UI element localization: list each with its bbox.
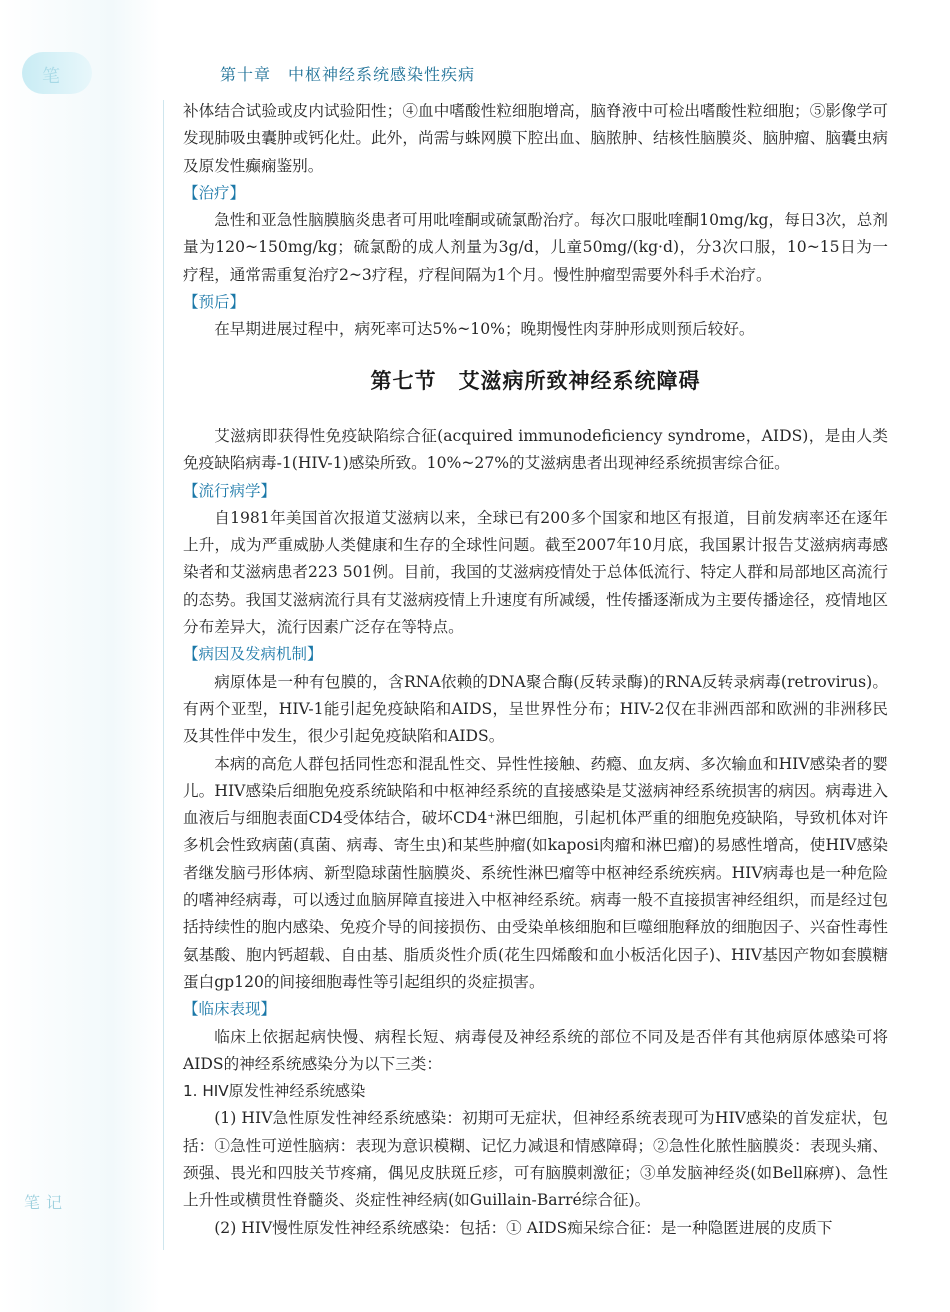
heading-prognosis: 【预后】 xyxy=(183,293,246,312)
paragraph-epidemiology: 自1981年美国首次报道艾滋病以来，全球已有200多个国家和地区有报道，目前发病率还在逐年上升，成为严重威胁人类健康和生存的全球性问题。截至2007年10月底，我国累计报告艾滋病病毒感染者和艾滋病患者223 501例。目前，我国的艾滋病疫情处于总体低流行、特定人群和局部地区高流行的态势。我国艾滋病流行具有艾滋病疫情上升速度有所减缓，性传播逐渐成为主要传播途径，疫情地区分布差异大，流行因素广泛存在等特点。 xyxy=(183,508,888,637)
section-title: 第七节 艾滋病所致神经系统障碍 xyxy=(370,368,701,393)
paragraph-intro: 补体结合试验或皮内试验阳性；④血中嗜酸性粒细胞增高，脑脊液中可检出嗜酸性粒细胞；⑤影像学可发现肺吸虫囊肿或钙化灶。此外，尚需与蛛网膜下腔出血、脑脓肿、结核性脑膜炎、脑肿瘤、脑囊虫病及原发性癫痫鉴别。 xyxy=(183,102,888,175)
margin-strip xyxy=(0,0,160,1312)
heading-epidemiology: 【流行病学】 xyxy=(183,481,277,500)
paragraph-etiology-2: 本病的高危人群包括同性恋和混乱性交、异性性接触、药瘾、血友病、多次输血和HIV感染者的婴儿。HIV感染后细胞免疫系统缺陷和中枢神经系统的直接感染是艾滋病神经系统损害的病因。病毒进入血液后与细胞表面CD4受体结合，破坏CD4⁺淋巴细胞，引起机体严重的细胞免疫缺陷，导致机体对许多机会性致病菌(真菌、病毒、寄生虫)和某些肿瘤(如kaposi肉瘤和淋巴瘤)的易感性增高，使HIV感染者继发脑弓形体病、新型隐球菌性脑膜炎、系统性淋巴瘤等中枢神经系统疾病。HIV病毒也是一种危险的嗜神经病毒，可以透过血脑屏障直接进入中枢神经系统。病毒一般不直接损害神经组织，而是经过包括持续性的胞内感染、免疫介导的间接损伤、由受染单核细胞和巨噬细胞释放的细胞因子、兴奋性毒性氨基酸、胞内钙超载、自由基、脂质炎性介质(花生四烯酸和血小板活化因子)、HIV基因产物如套膜糖蛋白gp120的间接细胞毒性等引起组织的炎症损害。 xyxy=(183,754,888,991)
subheading-hiv-primary: 1. HIV原发性神经系统感染 xyxy=(183,1082,366,1101)
notes-tab-glyph: 笔 xyxy=(42,66,60,87)
paragraph-hiv-acute: (1) HIV急性原发性神经系统感染：初期可无症状，但神经系统表现可为HIV感染的首发症状，包括：①急性可逆性脑病：表现为意识模糊、记忆力减退和情感障碍；②急性化脓性脑膜炎：表现头痛、颈强、畏光和四肢关节疼痛，偶见皮肤斑丘疹，可有脑膜刺激征；③单发脑神经炎(如Bell麻痹)、急性上升性或横贯性脊髓炎、炎症性神经病(如Guillain-Barré综合征)。 xyxy=(183,1109,888,1210)
paragraph-hiv-chronic: (2) HIV慢性原发性神经系统感染：包括：① AIDS痴呆综合征：是一种隐匿进展的皮质下 xyxy=(214,1218,833,1237)
heading-clinical: 【临床表现】 xyxy=(183,1000,277,1019)
paragraph-prognosis: 在早期进展过程中，病死率可达5%~10%；晚期慢性肉芽肿形成则预后较好。 xyxy=(214,320,755,339)
paragraph-treatment: 急性和亚急性脑膜脑炎患者可用吡喹酮或硫氯酚治疗。每次口服吡喹酮10mg/kg，每日3次，总剂量为120~150mg/kg；硫氯酚的成人剂量为3g/d，儿童50mg/(kg·d)，分3次口服，10~15日为一疗程，通常需重复治疗2~3疗程，疗程间隔为1个月。慢性肿瘤型需要外科手术治疗。 xyxy=(183,211,888,284)
heading-etiology: 【病因及发病机制】 xyxy=(183,645,323,664)
chapter-tab-decoration xyxy=(22,52,92,94)
page-content xyxy=(183,98,888,1242)
chapter-header: 第十章 中枢神经系统感染性疾病 xyxy=(220,65,476,84)
paragraph-aids-intro: 艾滋病即获得性免疫缺陷综合征(acquired immunodeficiency syndrome，AIDS)，是由人类免疫缺陷病毒-1(HIV-1)感染所致。10%~27%的艾滋病患者出现神经系统损害综合征。 xyxy=(183,426,888,473)
notes-label: 笔记 xyxy=(24,1193,69,1212)
paragraph-clinical: 临床上依据起病快慢、病程长短、病毒侵及神经系统的部位不同及是否伴有其他病原体感染可将AIDS的神经系统感染分为以下三类： xyxy=(183,1027,888,1073)
heading-treatment: 【治疗】 xyxy=(183,183,246,202)
paragraph-etiology-1: 病原体是一种有包膜的，含RNA依赖的DNA聚合酶(反转录酶)的RNA反转录病毒(retrovirus)。有两个亚型，HIV-1能引起免疫缺陷和AIDS，呈世界性分布；HIV-2仅在非洲西部和欧洲的非洲移民及其性伴中发生，很少引起免疫缺陷和AIDS。 xyxy=(183,672,888,746)
margin-rule xyxy=(163,100,164,1250)
